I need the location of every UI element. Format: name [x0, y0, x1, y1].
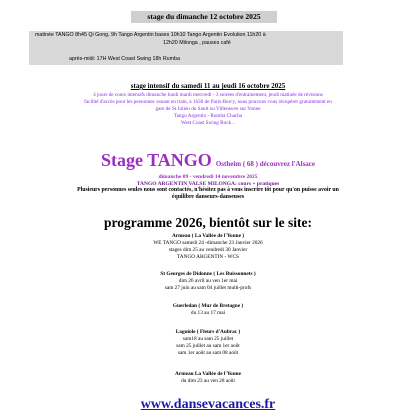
programme-block-st-georges: [0, 271, 416, 292]
intensif-line: Tango Argentin - Rumba Chacha: [173, 113, 243, 119]
location-name: Guerledan ( Mur de Bretagne ): [172, 303, 244, 309]
intensif-line: facilité d'accès pour les personnes venant en train, à 1h30 de Paris-Bercy, nous pouvons vous récupérer gratuitement en: [84, 99, 332, 105]
location-name: Armeau La Vallée de l'Yonne: [175, 371, 241, 377]
programme-line: stages dim 25 au vendredi 30 Janvier: [168, 247, 248, 253]
intensif-title: stage intensif du samedi 11 au jeudi 16 octobre 2025: [130, 82, 286, 90]
programme-line: du dim 23 au ven 28 août: [181, 378, 235, 384]
info-box: [29, 31, 343, 65]
programme-line: sam 25 juillet au sam 1er août: [176, 343, 240, 349]
intensif-description: [0, 92, 416, 127]
stage-tango-location: Ostheim ( 68 ) découvrez l'Alsace: [215, 160, 316, 168]
intensif-line: gare de St Julien du Sault ou Villeneuve sur Yonne: [155, 106, 261, 112]
programme-block-laguiole: [0, 329, 416, 357]
intensif-line: West Coast Swing Rock ..: [180, 120, 236, 126]
stage-program-line: TANGO ARGENTIN VALSE MILONGA: cours + pratiques: [136, 181, 280, 187]
note-line: équilibre danseurs-danseuses: [171, 194, 245, 200]
programme-line: du 13 au 17 mai: [190, 310, 226, 316]
info-line-1: matinée TANGO 8h45 Qi Gong, 9h Tango Argentin bases 10h10 Tango Argentin Evolution 11h20 à: [35, 32, 266, 38]
top-title: stage du dimanche 12 octobre 2025: [131, 11, 277, 23]
stage-tango-heading: [0, 150, 416, 171]
programme-line: WE TANGO samedi 24 -dimanche 23 Janvier 2026: [153, 240, 263, 246]
location-name: Armeau ( La Vallée de l'Yonne ): [171, 233, 245, 239]
location-name: Laguiole ( Fleurs d'Aubrac ): [175, 329, 241, 335]
info-line-3: après-midi: 17H West Coast Swing 18h Rumba: [69, 56, 180, 62]
stage-tango-title: Stage TANGO: [100, 150, 212, 170]
programme-title: programme 2026, bientôt sur le site:: [104, 215, 312, 230]
stage-tango-dates: [0, 174, 416, 188]
programme-block-guerledan: [0, 303, 416, 317]
programme-line: TANGO ARGENTIN - WCS: [176, 254, 239, 260]
programme-line: dim 26 avril au ven 1er mai: [178, 278, 238, 284]
intensif-line: 4 jours de cours intensifs dimanche lundi mardi mercredi - 3 soirées d'entrainement, jeudi matinée de révisions: [93, 92, 323, 98]
info-line-2: 12h20 Milonga , pauses café: [163, 40, 231, 46]
note-line: Plusieurs personnes seules nous sont contactés, n'hésitez pas à vous inscrire tôt pour qu'on puisse avoir un: [77, 187, 339, 193]
website-link[interactable]: www.dansevacances.fr: [140, 397, 276, 412]
stage-dates-line: dimanche 09 - vendredi 14 novembre 2025: [158, 174, 258, 180]
programme-line: sam 1er août au sam 08 août: [177, 350, 239, 356]
stage-tango-note: [0, 187, 416, 201]
programme-line: sam18 au sam 25 juillet: [182, 336, 234, 342]
programme-block-armeau: [0, 233, 416, 261]
programme-block-armeau-aout: [0, 371, 416, 385]
programme-line: sam 27 juin au sam 04 juillet multi-profs: [164, 285, 252, 291]
location-name: St Georges de Didonne ( Les Buissonnets ): [160, 271, 256, 277]
